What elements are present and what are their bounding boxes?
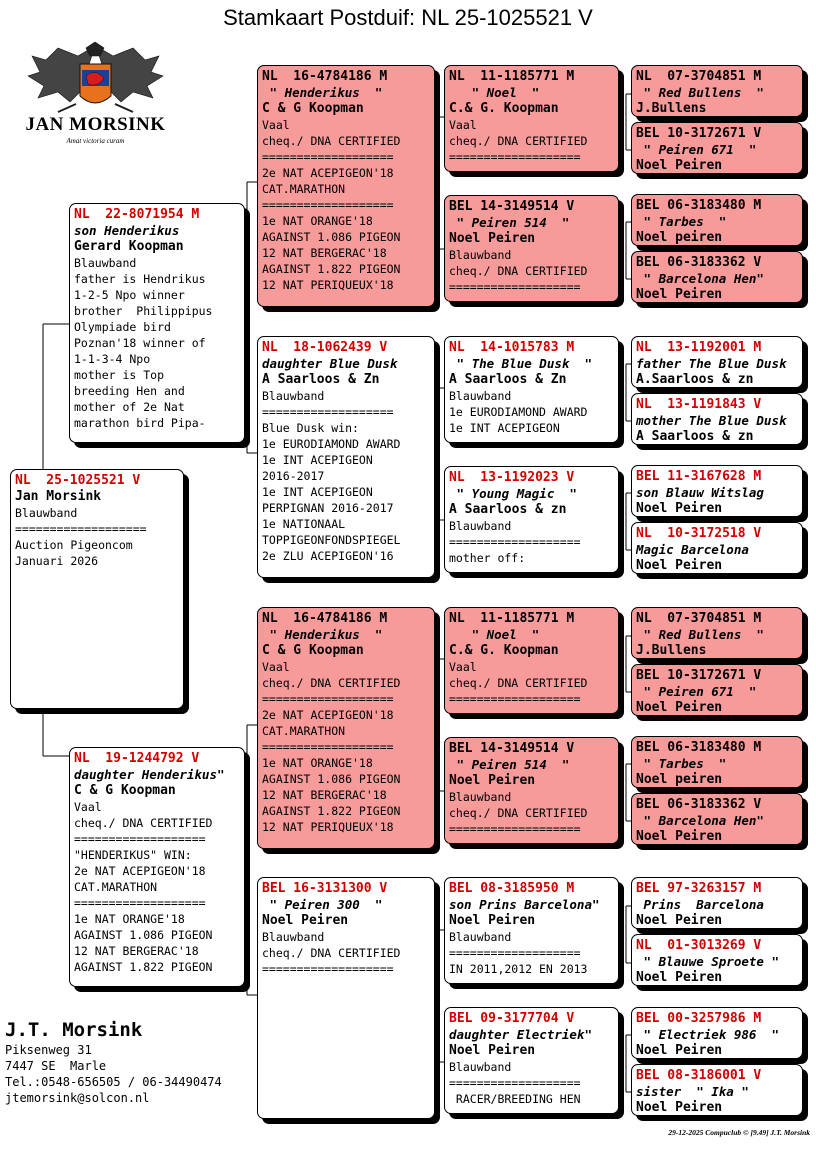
card-line: A Saarloos & Zn — [449, 372, 567, 387]
card-line: Noel Peiren — [636, 913, 723, 928]
card-line: Noel Peiren — [636, 558, 723, 573]
card-line: Blauwband — [449, 248, 512, 262]
card-line: " Peiren 300 " — [262, 897, 383, 912]
card-line: cheq./ DNA CERTIFIED — [262, 134, 401, 148]
card-line: Vaal — [74, 800, 102, 814]
pigeon-card-g12[interactable] — [631, 793, 803, 845]
card-line: BEL 14-3149514 V — [449, 199, 575, 214]
card-line: =================== — [15, 522, 147, 536]
card-line: Noel Peiren — [636, 1043, 723, 1058]
card-line: NL 22-8071954 M — [74, 207, 200, 222]
card-line: " Barcelona Hen" — [636, 271, 764, 286]
card-line: Vaal — [449, 118, 477, 132]
card-line: NL 11-1185771 M — [449, 69, 575, 84]
pigeon-card-g13[interactable] — [631, 877, 803, 929]
card-line: mother of 2e Nat — [74, 400, 185, 414]
pigeon-card-dam-sire[interactable] — [257, 607, 435, 849]
pigeon-card-g16[interactable] — [631, 1064, 803, 1116]
card-line: 12 NAT BERGERAC'18 — [262, 788, 387, 802]
pigeon-card-g8[interactable] — [631, 522, 803, 574]
card-line: 1-1-3-4 Npo — [74, 352, 151, 366]
card-line: NL 07-3704851 M — [636, 69, 762, 84]
card-line: cheq./ DNA CERTIFIED — [262, 946, 401, 960]
card-line: marathon bird Pipa- — [74, 416, 206, 430]
card-line: 12 NAT PERIQUEUX'18 — [262, 278, 394, 292]
card-line: cheq./ DNA CERTIFIED — [74, 816, 213, 830]
card-line: 2e NAT ACEPIGEON'18 — [262, 708, 394, 722]
card-line: 1-2-5 Npo winner — [74, 288, 185, 302]
card-line: Blauwband — [74, 256, 137, 270]
pigeon-card-dam-dam[interactable] — [257, 877, 435, 1119]
card-line: Blauwband — [449, 1060, 512, 1074]
card-line: =================== — [449, 535, 581, 549]
card-line: 1e NATIONAAL — [262, 517, 346, 531]
card-line: cheq./ DNA CERTIFIED — [449, 134, 588, 148]
card-line: daughter Henderikus" — [74, 767, 225, 782]
pigeon-card-g9[interactable] — [631, 607, 803, 659]
pigeon-card-dds[interactable] — [444, 877, 619, 984]
card-line: BEL 14-3149514 V — [449, 741, 575, 756]
card-line: " Barcelona Hen" — [636, 813, 764, 828]
card-line: Blauwband — [449, 790, 512, 804]
card-line: Olympiade bird — [74, 320, 171, 334]
card-line: Blauwband — [15, 506, 78, 520]
card-line: " Peiren 514 " — [449, 757, 570, 772]
card-line: Noel Peiren — [449, 913, 536, 928]
pigeon-card-ddd[interactable] — [444, 1007, 619, 1114]
pigeon-card-g14[interactable] — [631, 934, 803, 986]
card-line: Blauwband — [262, 930, 325, 944]
card-line: 1e INT ACEPIGEON — [262, 453, 373, 467]
pigeon-card-g15[interactable] — [631, 1007, 803, 1059]
card-line: " Noel " — [449, 627, 540, 642]
card-line: Blauwband — [262, 389, 325, 403]
card-line: NL 13-1192023 V — [449, 470, 575, 485]
card-line: " Tarbes " — [636, 214, 727, 229]
card-line: J.Bullens — [636, 101, 707, 116]
owner-city: 7447 SE Marle — [5, 1059, 107, 1073]
card-line: =================== — [74, 832, 206, 846]
pigeon-card-sire-dam[interactable] — [257, 336, 435, 578]
card-line: A.Saarloos & zn — [636, 372, 754, 387]
card-line: Vaal — [262, 660, 290, 674]
card-line: BEL 06-3183480 M — [636, 740, 762, 755]
card-line: " Blauwe Sproete " — [636, 954, 779, 969]
card-line: mother The Blue Dusk — [636, 413, 787, 428]
card-line: RACER/BREEDING HEN — [449, 1092, 581, 1106]
card-line: " Electriek 986 " — [636, 1027, 779, 1042]
card-line: 12 NAT BERGERAC'18 — [74, 944, 199, 958]
pigeon-card-dam[interactable] — [69, 747, 245, 987]
pigeon-card-g2[interactable] — [631, 122, 803, 174]
card-line: Gerard Koopman — [74, 239, 184, 254]
card-line: NL 13-1191843 V — [636, 397, 762, 412]
card-line: Blauwband — [449, 519, 512, 533]
card-line: " Red Bullens " — [636, 627, 764, 642]
card-line: BEL 08-3186001 V — [636, 1068, 762, 1083]
card-line: C.& G. Koopman — [449, 643, 559, 658]
card-line: =================== — [262, 405, 394, 419]
card-line: CAT.MARATHON — [262, 724, 346, 738]
card-line: 1e INT ACEPIGEON — [449, 421, 560, 435]
pigeon-card-g3[interactable] — [631, 194, 803, 246]
card-line: CAT.MARATHON — [74, 880, 158, 894]
card-line: 1e EURODIAMOND AWARD — [262, 437, 401, 451]
card-line: BEL 06-3183480 M — [636, 198, 762, 213]
pigeon-card-sdd[interactable] — [444, 466, 619, 573]
card-line: BEL 16-3131300 V — [262, 881, 388, 896]
card-line: AGAINST 1.086 PIGEON — [262, 230, 401, 244]
card-line: son Blauw Witslag — [636, 485, 764, 500]
card-line: A Saarloos & zn — [449, 502, 567, 517]
card-line: A Saarloos & zn — [636, 429, 754, 444]
card-line: breeding Hen and — [74, 384, 185, 398]
card-line: mother is Top — [74, 368, 165, 382]
card-line: cheq./ DNA CERTIFIED — [449, 806, 588, 820]
card-line: brother Philippipus — [74, 304, 213, 318]
card-line: =================== — [74, 896, 206, 910]
pigeon-card-g6[interactable] — [631, 393, 803, 445]
card-line: IN 2011,2012 EN 2013 — [449, 962, 588, 976]
pigeon-card-g7[interactable] — [631, 465, 803, 517]
card-line: 12 NAT PERIQUEUX'18 — [262, 820, 394, 834]
card-line: " Red Bullens " — [636, 85, 764, 100]
card-line: C & G Koopman — [262, 643, 364, 658]
card-line: " Young Magic " — [449, 486, 577, 501]
card-line: Noel Peiren — [636, 501, 723, 516]
owner-block — [5, 1018, 245, 1106]
pigeon-card-ssd[interactable] — [444, 195, 619, 302]
card-line: Auction Pigeoncom — [15, 538, 133, 552]
card-line: CAT.MARATHON — [262, 182, 346, 196]
card-line: Noel Peiren — [636, 700, 723, 715]
card-line: NL 10-3172518 V — [636, 526, 762, 541]
owner-street: Piksenweg 31 — [5, 1043, 92, 1057]
card-line: BEL 11-3167628 M — [636, 469, 762, 484]
card-line: BEL 06-3183362 V — [636, 255, 762, 270]
card-line: Blauwband — [449, 930, 512, 944]
card-line: son Henderikus — [74, 223, 180, 238]
card-line: BEL 00-3257986 M — [636, 1011, 762, 1026]
card-line: Noel peiren — [636, 772, 723, 787]
card-line: BEL 08-3185950 M — [449, 881, 575, 896]
card-line: Noel Peiren — [636, 1100, 723, 1115]
card-line: 1e INT ACEPIGEON — [262, 485, 373, 499]
card-line: AGAINST 1.822 PIGEON — [74, 960, 213, 974]
card-line: "HENDERIKUS" WIN: — [74, 848, 192, 862]
card-line: sister " Ika " — [636, 1084, 749, 1099]
card-line: Noel Peiren — [449, 1043, 536, 1058]
card-line: NL 16-4784186 M — [262, 611, 388, 626]
card-line: C & G Koopman — [74, 783, 176, 798]
card-line: =================== — [262, 150, 394, 164]
card-line: Noel peiren — [636, 230, 723, 245]
card-line: 2016-2017 — [262, 469, 325, 483]
footer-credits: 29-12-2025 Compuclub © [9.49] J.T. Morsink — [668, 1128, 810, 1137]
owner-phone: Tel.:0548-656505 / 06-34490474 — [5, 1075, 222, 1089]
card-line: Blauwband — [449, 389, 512, 403]
card-line: NL 07-3704851 M — [636, 611, 762, 626]
card-line: AGAINST 1.822 PIGEON — [262, 804, 401, 818]
card-line: Blue Dusk win: — [262, 421, 359, 435]
pigeon-card-sss[interactable] — [444, 65, 619, 172]
card-line: NL 13-1192001 M — [636, 340, 762, 355]
card-line: A Saarloos & Zn — [262, 372, 380, 387]
card-line: " Noel " — [449, 85, 540, 100]
card-line: NL 19-1244792 V — [74, 751, 200, 766]
card-line: " Peiren 514 " — [449, 215, 570, 230]
brand-motto: Amat victoria curam — [66, 137, 125, 145]
pigeon-card-g4[interactable] — [631, 251, 803, 303]
card-line: 2e NAT ACEPIGEON'18 — [262, 166, 394, 180]
card-line: C.& G. Koopman — [449, 101, 559, 116]
card-line: NL 14-1015783 M — [449, 340, 575, 355]
card-line: 12 NAT BERGERAC'18 — [262, 246, 387, 260]
card-line: " The Blue Dusk " — [449, 356, 592, 371]
card-line: =================== — [449, 822, 581, 836]
card-line: C & G Koopman — [262, 101, 364, 116]
card-line: BEL 10-3172671 V — [636, 668, 762, 683]
owner-email[interactable]: jtemorsink@solcon.nl — [5, 1091, 150, 1105]
card-line: Noel Peiren — [636, 970, 723, 985]
card-line: NL 11-1185771 M — [449, 611, 575, 626]
card-line: =================== — [262, 198, 394, 212]
owner-name: J.T. Morsink — [5, 1019, 143, 1041]
card-line: Vaal — [262, 118, 290, 132]
card-line: AGAINST 1.822 PIGEON — [262, 262, 401, 276]
card-line: daughter Electriek" — [449, 1027, 592, 1042]
card-line: cheq./ DNA CERTIFIED — [449, 264, 588, 278]
card-line: TOPPIGEONFONDSPIEGEL — [262, 533, 401, 547]
card-line: BEL 10-3172671 V — [636, 126, 762, 141]
card-line: Vaal — [449, 660, 477, 674]
card-line: Noel Peiren — [636, 287, 723, 302]
card-line: Januari 2026 — [15, 554, 99, 568]
card-line: son Prins Barcelona" — [449, 897, 600, 912]
card-line: =================== — [262, 962, 394, 976]
card-line: AGAINST 1.086 PIGEON — [74, 928, 213, 942]
card-line: daughter Blue Dusk — [262, 356, 398, 371]
card-line: cheq./ DNA CERTIFIED — [262, 676, 401, 690]
card-line: =================== — [449, 150, 581, 164]
pigeon-card-g1[interactable] — [631, 65, 803, 117]
card-line: mother off: — [449, 551, 526, 565]
card-line: =================== — [449, 946, 581, 960]
card-line: 1e EURODIAMOND AWARD — [449, 405, 588, 419]
card-line: 1e NAT ORANGE'18 — [262, 756, 373, 770]
card-line: 1e NAT ORANGE'18 — [262, 214, 373, 228]
card-line: BEL 09-3177704 V — [449, 1011, 575, 1026]
pigeon-card-dss[interactable] — [444, 607, 619, 714]
card-line: =================== — [262, 740, 394, 754]
card-line: " Peiren 671 " — [636, 684, 757, 699]
card-line: Noel Peiren — [636, 158, 723, 173]
card-line: Noel Peiren — [262, 913, 349, 928]
card-line: Poznan'18 winner of — [74, 336, 206, 350]
card-line: father is Hendrikus — [74, 272, 206, 286]
card-line: NL 18-1062439 V — [262, 340, 388, 355]
card-line: 2e NAT ACEPIGEON'18 — [74, 864, 206, 878]
card-line: Jan Morsink — [15, 489, 102, 504]
card-line: Magic Barcelona — [636, 542, 749, 557]
pigeon-card-sire-sire[interactable] — [257, 65, 435, 307]
card-line: 1e NAT ORANGE'18 — [74, 912, 185, 926]
card-line: NL 25-1025521 V — [15, 473, 141, 488]
card-line: =================== — [449, 280, 581, 294]
page-title: Stamkaart Postduif: NL 25-1025521 V — [223, 5, 593, 30]
card-line: AGAINST 1.086 PIGEON — [262, 772, 401, 786]
brand-name: JAN MORSINK — [25, 114, 166, 135]
card-line: Noel Peiren — [636, 829, 723, 844]
card-line: " Peiren 671 " — [636, 142, 757, 157]
card-line: =================== — [262, 692, 394, 706]
pigeon-card-main[interactable] — [10, 469, 184, 709]
pigeon-card-g11[interactable] — [631, 736, 803, 788]
card-line: =================== — [449, 692, 581, 706]
card-line: PERPIGNAN 2016-2017 — [262, 501, 394, 515]
pigeon-card-g5[interactable] — [631, 336, 803, 388]
card-line: BEL 06-3183362 V — [636, 797, 762, 812]
card-line: BEL 97-3263157 M — [636, 881, 762, 896]
card-line: =================== — [449, 1076, 581, 1090]
card-line: Prins Barcelona — [636, 897, 764, 912]
card-line: " Henderikus " — [262, 85, 383, 100]
card-line: father The Blue Dusk — [636, 356, 787, 371]
card-line: " Henderikus " — [262, 627, 383, 642]
card-line: NL 01-3013269 V — [636, 938, 762, 953]
card-line: " Tarbes " — [636, 756, 727, 771]
card-line: cheq./ DNA CERTIFIED — [449, 676, 588, 690]
pigeon-card-sire[interactable] — [69, 203, 245, 443]
card-line: 2e ZLU ACEPIGEON'16 — [262, 549, 394, 563]
pigeon-card-sds[interactable] — [444, 336, 619, 443]
card-line: Noel Peiren — [449, 773, 536, 788]
pigeon-card-g10[interactable] — [631, 664, 803, 716]
pigeon-card-dsd[interactable] — [444, 737, 619, 844]
card-line: NL 16-4784186 M — [262, 69, 388, 84]
card-line: J.Bullens — [636, 643, 707, 658]
card-line: Noel Peiren — [449, 231, 536, 246]
